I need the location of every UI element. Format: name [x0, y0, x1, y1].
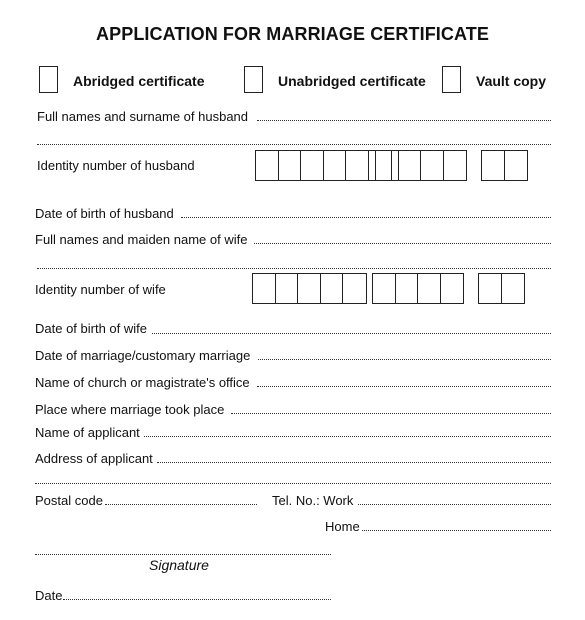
marriage-date-label: Date of marriage/customary marriage	[35, 348, 251, 363]
husband-dob-field[interactable]	[181, 217, 551, 218]
wife-name-field-line2[interactable]	[37, 268, 551, 269]
applicant-address-field-line2[interactable]	[35, 483, 551, 484]
unabridged-label: Unabridged certificate	[278, 73, 426, 89]
vault-copy-label: Vault copy	[476, 73, 547, 89]
wife-dob-field[interactable]	[152, 333, 551, 334]
wife-name-field[interactable]	[254, 243, 551, 244]
wife-id-group-2[interactable]	[372, 273, 464, 304]
signature-label: Signature	[149, 557, 209, 573]
postal-code-field[interactable]	[105, 504, 257, 505]
signature-field[interactable]	[35, 554, 331, 555]
applicant-name-field[interactable]	[144, 436, 551, 437]
church-office-label: Name of church or magistrate's office	[35, 375, 250, 390]
husband-name-label: Full names and surname of husband	[37, 109, 249, 124]
tel-work-label: Tel. No.: Work	[272, 493, 354, 508]
husband-id-group-1[interactable]	[255, 150, 392, 181]
marriage-place-label: Place where marriage took place	[35, 402, 225, 417]
date-label: Date	[35, 588, 63, 603]
vault-copy-checkbox[interactable]	[442, 66, 461, 93]
applicant-name-label: Name of applicant	[35, 425, 140, 440]
wife-name-label: Full names and maiden name of wife	[35, 232, 248, 247]
form-title: APPLICATION FOR MARRIAGE CERTIFICATE	[96, 24, 489, 44]
wife-id-label: Identity number of wife	[35, 282, 166, 297]
husband-id-group-2[interactable]	[375, 150, 467, 181]
abridged-checkbox[interactable]	[39, 66, 58, 93]
husband-name-field-line2[interactable]	[37, 144, 551, 145]
marriage-date-field[interactable]	[258, 359, 551, 360]
husband-name-field[interactable]	[257, 120, 551, 121]
date-field[interactable]	[63, 599, 331, 600]
husband-id-label: Identity number of husband	[37, 158, 195, 173]
church-office-field[interactable]	[257, 386, 551, 387]
marriage-place-field[interactable]	[231, 413, 551, 414]
applicant-address-label: Address of applicant	[35, 451, 153, 466]
tel-home-label: Home	[325, 519, 360, 534]
tel-home-field[interactable]	[362, 530, 551, 531]
wife-id-group-1[interactable]	[252, 273, 367, 304]
applicant-address-field[interactable]	[157, 462, 551, 463]
abridged-label: Abridged certificate	[73, 73, 205, 89]
unabridged-checkbox[interactable]	[244, 66, 263, 93]
postal-code-label: Postal code	[35, 493, 103, 508]
wife-dob-label: Date of birth of wife	[35, 321, 147, 336]
tel-work-field[interactable]	[358, 504, 551, 505]
husband-dob-label: Date of birth of husband	[35, 206, 174, 221]
wife-id-group-3[interactable]	[478, 273, 525, 304]
husband-id-group-3[interactable]	[481, 150, 528, 181]
